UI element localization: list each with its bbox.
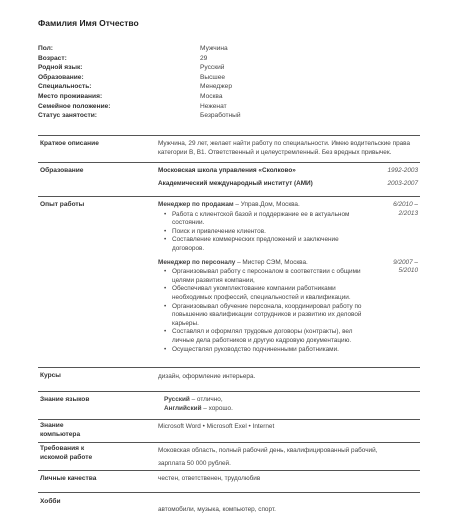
info-row xyxy=(38,63,398,73)
info-key: Образование: xyxy=(38,73,84,81)
language-item xyxy=(164,405,418,414)
info-value: Высшее xyxy=(200,73,226,81)
list-item: • Организовывал обучение персонала, координировал работу по повышению квалификации сотрудников и развитию их деловой карьеры. xyxy=(164,303,368,329)
info-key: Возраст: xyxy=(38,54,67,62)
languages-list xyxy=(164,396,418,413)
job-heading xyxy=(158,201,368,210)
personal-info xyxy=(38,44,398,121)
info-key: Пол: xyxy=(38,45,53,52)
duties-list xyxy=(164,268,368,354)
job-title: Менеджер по персоналу xyxy=(158,258,236,266)
courses-section xyxy=(38,367,420,389)
experience-list xyxy=(158,201,418,356)
period-start: 9/2007 – xyxy=(393,258,418,266)
info-row xyxy=(38,44,398,54)
summary-section xyxy=(38,135,420,160)
education-item xyxy=(158,167,418,176)
hobby-label: Хобби xyxy=(40,498,61,505)
education-section xyxy=(38,162,420,194)
period-end: 5/2010 xyxy=(398,267,418,275)
job-period xyxy=(368,259,418,357)
candidate-name: Фамилия Имя Отчество xyxy=(38,18,139,28)
requirements-label xyxy=(40,445,92,462)
experience-label: Опыт работы xyxy=(40,201,85,208)
info-key: Семейное положение: xyxy=(38,102,111,110)
period-start: 6/2010 – xyxy=(393,201,418,208)
job-title: Менеджер по продажам xyxy=(158,201,234,208)
school-years: 2003-2007 xyxy=(387,179,418,187)
job-company: – Мистер СЭМ, Москва. xyxy=(235,258,308,266)
info-value: Москва xyxy=(200,92,223,100)
list-item: • Составлял и оформлял трудовые договоры (контракты), вел личные дела работников и другую кадровую документацию. xyxy=(164,328,368,345)
summary-label: Краткое описание xyxy=(40,140,99,147)
courses-text: дизайн, оформление интерьера. xyxy=(158,373,256,380)
hobby-text: автомобили, музыка, компьютер, спорт. xyxy=(158,506,276,513)
language-item xyxy=(164,396,418,405)
info-row xyxy=(38,111,398,121)
list-item: • Составление коммерческих предложений и заключение договоров. xyxy=(164,236,368,253)
education-item xyxy=(158,180,418,189)
info-row xyxy=(38,54,398,64)
education-label: Образование xyxy=(40,167,84,174)
info-value: 29 xyxy=(200,54,208,62)
info-value: Неженат xyxy=(200,102,227,110)
info-value: Менеджер xyxy=(200,83,232,91)
language-name: Английский xyxy=(164,404,202,412)
requirements-label-line: искомой работе xyxy=(40,453,93,461)
list-item: • Поиск и привлечение клиентов. xyxy=(164,228,368,237)
info-key: Специальность: xyxy=(38,83,92,91)
duties-list xyxy=(164,211,368,254)
computer-label-line: Знание xyxy=(40,422,64,429)
info-key: Родной язык: xyxy=(38,64,83,72)
qualities-section xyxy=(38,470,420,492)
job-period xyxy=(368,201,418,256)
list-item: • Работа с клиентской базой и поддержание ее в актуальном состоянии. xyxy=(164,211,368,228)
list-item: • Организовывал работу с персоналом в соответствии с общими целями развития компании, xyxy=(164,268,368,285)
requirements-text xyxy=(158,447,418,468)
requirements-section xyxy=(38,442,420,470)
school-name: Академический международный институт (АМИ) xyxy=(158,179,313,187)
info-value: Русский xyxy=(200,64,225,72)
list-item: • Обеспечивал укомплектование компании работниками необходимых профессий, специальностей и квалификации. xyxy=(164,285,368,302)
info-row xyxy=(38,102,398,112)
requirements-line: зарплата 50 000 рублей. xyxy=(158,459,231,467)
school-years: 1992-2003 xyxy=(387,167,418,174)
languages-label: Знание языков xyxy=(40,396,90,403)
school-name: Московская школа управления «Сколково» xyxy=(158,167,296,174)
info-row xyxy=(38,82,398,92)
language-name: Русский xyxy=(164,396,190,403)
info-value: Мужчина xyxy=(200,45,228,52)
job-entry xyxy=(158,259,418,357)
period-end: 2/2013 xyxy=(398,209,418,217)
computer-section xyxy=(38,419,420,440)
job-company: – Управ.Дом, Москва. xyxy=(233,201,300,208)
requirements-line: Моковская область, полный рабочий день, квалифицированный рабочий, xyxy=(158,447,378,454)
education-list xyxy=(158,167,418,188)
qualities-label: Личные качества xyxy=(40,475,97,482)
language-level: – хорошо. xyxy=(201,404,233,412)
info-value: Безработный xyxy=(200,112,241,120)
experience-section xyxy=(38,196,420,364)
summary-text: Мужчина, 29 лет, желает найти работу по специальности. Имею водительские права категории В, В1. Ответственный и целеустремленный. Без вредных привычек. xyxy=(158,140,411,156)
qualities-text: честен, ответственен, трудолюбив xyxy=(158,475,261,482)
language-level: – отлично, xyxy=(189,396,223,403)
computer-label xyxy=(40,422,80,439)
info-row xyxy=(38,92,398,102)
job-entry xyxy=(158,201,418,256)
info-key: Статус занятости: xyxy=(38,112,97,120)
requirements-label-line: Требования к xyxy=(40,445,85,452)
hobby-section xyxy=(38,492,420,522)
computer-text: Microsoft Word • Microsoft Exel • Internet xyxy=(158,423,275,430)
computer-label-line: компьютера xyxy=(40,430,81,438)
info-key: Место проживания: xyxy=(38,92,103,100)
list-item: • Осуществлял руководство подчиненными работниками. xyxy=(164,346,368,355)
info-row xyxy=(38,73,398,83)
languages-section xyxy=(38,391,420,418)
courses-label: Курсы xyxy=(40,372,61,379)
job-heading xyxy=(158,259,368,268)
